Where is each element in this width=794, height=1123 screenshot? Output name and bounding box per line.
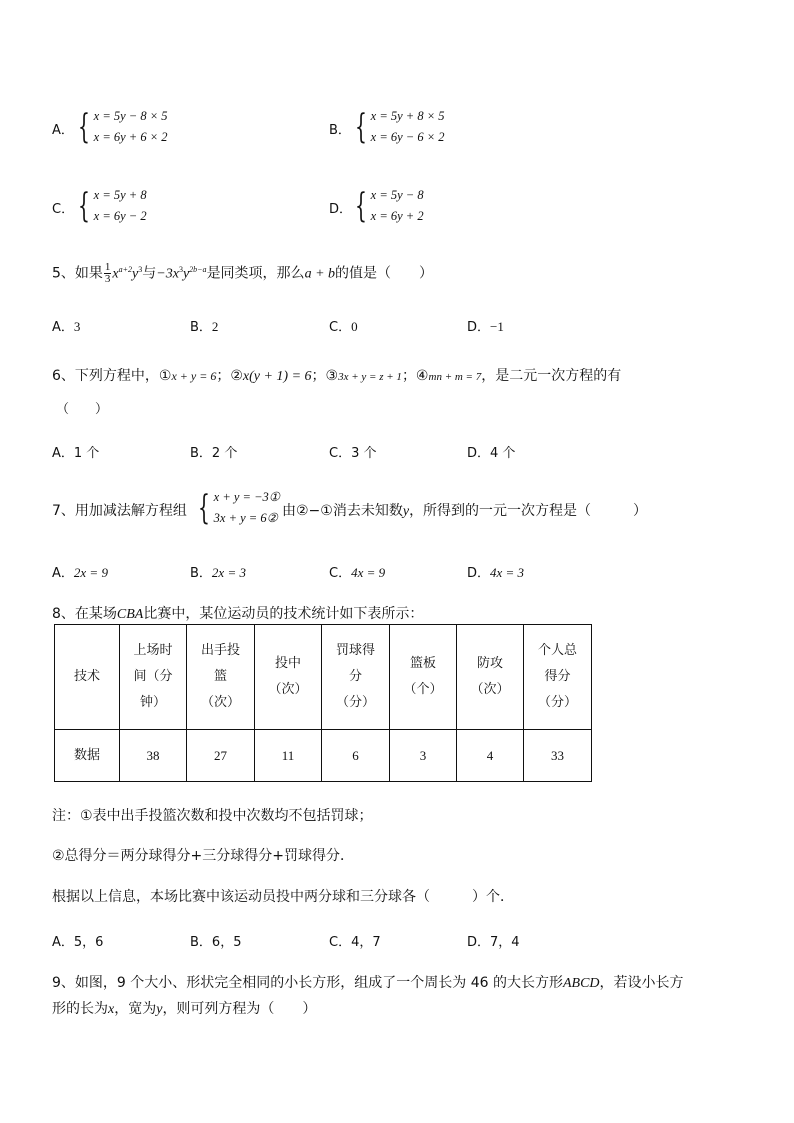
header-line: 得分 <box>544 669 571 684</box>
header-line: 防攻 <box>476 656 503 671</box>
q4-option-d-eq1: x = 5y − 8 <box>370 188 424 202</box>
header-line: （次） <box>268 682 308 697</box>
table-header-cell <box>322 625 390 730</box>
q8-option-b <box>190 931 241 950</box>
q4-option-b-eq1: x = 5y + 8 × 5 <box>370 109 445 123</box>
q7-eq2: 3x + y = 6② <box>213 511 278 525</box>
q7-option-a <box>52 562 108 581</box>
q4-option-c-eq2: x = 6y − 2 <box>93 209 147 223</box>
q4-option-b-label: B． <box>329 123 351 138</box>
table-row <box>55 730 592 782</box>
q8-option-c <box>329 931 381 950</box>
q9-line2-b: ，宽为 <box>114 1001 157 1017</box>
header-line: 间（分 <box>133 669 173 684</box>
q6-eq1: x + y = 6 <box>171 369 217 383</box>
q5-option-c <box>329 316 358 335</box>
header-line: 投中 <box>274 656 301 671</box>
table-header-cell <box>524 625 592 730</box>
table-cell: 11 <box>255 730 322 782</box>
q4-option-c-label: C． <box>52 202 75 217</box>
q9-var-y: y <box>156 1002 163 1017</box>
option-value: 3 <box>73 319 81 334</box>
q6-answer-paren: （ ） <box>56 402 109 417</box>
q8-option-d <box>467 931 520 950</box>
q5-term2: −3x <box>156 266 179 282</box>
option-value: 0 <box>351 319 358 334</box>
q8-league: CBA <box>116 607 144 622</box>
table-cell: 33 <box>524 730 592 782</box>
q7-var: y <box>402 504 410 519</box>
q7-option-c <box>329 562 385 581</box>
q6-sep2: ；③ <box>311 368 339 384</box>
table-cell: 数据 <box>55 730 120 782</box>
q7-suffix <box>282 500 647 520</box>
q5-term1-base2: y <box>132 266 139 282</box>
q6-sep3: ；④ <box>401 368 429 384</box>
option-value: 5，6 <box>73 935 104 950</box>
q4-option-c-eq1: x = 5y + 8 <box>93 188 147 202</box>
q7-suffix-text: 由②−①消去未知数 <box>282 503 403 519</box>
q5-frac-num: 1 <box>104 261 111 273</box>
q5-prefix: 5、如果 <box>52 265 103 282</box>
q6-prefix: 6、下列方程中，① <box>52 368 172 384</box>
q6-option-b <box>190 442 237 461</box>
q8-stem <box>52 603 423 623</box>
option-label: A． <box>52 320 74 335</box>
option-label: C． <box>329 320 352 335</box>
q4-option-c-system <box>78 185 147 227</box>
q5-term2-sup: 3 <box>178 264 183 274</box>
table-header-cell <box>120 625 187 730</box>
option-value: 4x = 9 <box>351 565 386 580</box>
header-line: 钟） <box>139 695 166 710</box>
table-header-cell <box>187 625 255 730</box>
q4-option-b-eq2: x = 6y − 6 × 2 <box>370 130 445 144</box>
q6-option-c <box>329 442 376 461</box>
brace-icon: { <box>78 107 90 147</box>
option-value: 2x = 9 <box>73 565 108 580</box>
option-label: C． <box>329 566 352 581</box>
q6-option-d <box>467 442 515 461</box>
q5-suffix: 是同类项，那么 <box>206 265 305 282</box>
q5-suffix2: 的值是（ ） <box>335 265 434 282</box>
q4-option-a-label: A． <box>52 123 74 138</box>
header-line: 分 <box>348 669 362 684</box>
option-label: B． <box>190 566 212 581</box>
q9-line2-c: ，则可列方程为（ ） <box>162 1001 317 1017</box>
q6-eq2: x(y + 1) = 6 <box>242 369 312 384</box>
q8-suffix: 比赛中，某位运动员的技术统计如下表所示： <box>143 606 424 622</box>
q8-prefix: 8、在某场 <box>52 606 117 622</box>
option-value: 7，4 <box>490 935 520 950</box>
q9-line2-a: 形的长为 <box>52 1001 108 1017</box>
option-label: B． <box>190 935 212 950</box>
q4-option-a-system <box>78 106 168 148</box>
option-label: C． <box>329 446 352 461</box>
q4-option-d-system <box>355 185 424 227</box>
option-value: 4x = 3 <box>490 565 525 580</box>
q6-option-a <box>52 442 99 461</box>
header-line: 篮板 <box>409 656 436 671</box>
q7-prefix: 7、用加减法解方程组 <box>52 503 187 519</box>
header-line: （次） <box>200 695 240 710</box>
q9-line1-b: ，若设小长方 <box>599 975 684 991</box>
q6-suffix: ，是二元一次方程的有 <box>481 368 622 384</box>
option-label: D． <box>467 446 491 461</box>
q5-term2-base2: y <box>182 266 190 282</box>
table-cell: 6 <box>322 730 390 782</box>
header-line: 个人总 <box>537 643 577 658</box>
q4-option-d-eq2: x = 6y + 2 <box>370 209 424 223</box>
brace-icon: { <box>355 107 367 147</box>
header-line: （分） <box>537 695 577 710</box>
q9-line1 <box>52 972 684 992</box>
q9-line1-a: 9、如图，9 个大小、形状完全相同的小长方形，组成了一个周长为 46 的大长方形 <box>52 975 563 991</box>
q4-option-d-label: D． <box>329 202 353 217</box>
brace-icon: { <box>198 488 210 528</box>
q6-stem <box>52 365 621 385</box>
q6-sep1: ；② <box>216 368 243 384</box>
q5-expr: a + b <box>304 266 336 282</box>
q6-eq4: mn + m = 7 <box>428 371 482 383</box>
option-value: 6，5 <box>211 935 242 950</box>
header-line: 上场时 <box>133 643 173 658</box>
q7-system <box>198 487 280 529</box>
option-label: D． <box>467 935 491 950</box>
header-line: 篮 <box>213 669 227 684</box>
brace-icon: { <box>78 186 90 226</box>
q5-mid: 与 <box>142 265 157 282</box>
q5-frac-den: 3 <box>104 273 111 285</box>
option-label: D． <box>467 566 491 581</box>
q5-option-a <box>52 316 80 335</box>
option-label: D． <box>467 320 491 335</box>
q5-term2-sup2: 2b−a <box>189 264 207 274</box>
q4-option-a-eq1: x = 5y − 8 × 5 <box>93 109 168 123</box>
table-header-cell <box>255 625 322 730</box>
table-header-cell <box>55 625 120 730</box>
q6-eq3: 3x + y = z + 1 <box>338 371 402 383</box>
table-header-row <box>55 625 592 730</box>
option-value: −1 <box>490 319 504 334</box>
option-value: 2x = 3 <box>211 565 246 580</box>
q8-option-a <box>52 931 103 950</box>
option-label: A． <box>52 566 74 581</box>
table-header-cell <box>457 625 524 730</box>
q5-option-b <box>190 316 218 335</box>
q4-option-b-system <box>355 106 445 148</box>
option-value: 1 个 <box>73 446 100 461</box>
header-line: 技术 <box>73 669 100 684</box>
option-value: 3 个 <box>351 446 377 461</box>
option-label: B． <box>190 446 212 461</box>
option-value: 2 个 <box>211 446 238 461</box>
stats-table <box>54 624 592 782</box>
q5-term1-sup2: 3 <box>138 264 143 274</box>
table-cell: 4 <box>457 730 524 782</box>
option-label: A． <box>52 935 74 950</box>
q9-line2 <box>52 998 316 1018</box>
table-cell: 3 <box>390 730 457 782</box>
q9-var-x: x <box>108 1002 115 1017</box>
option-value: 4，7 <box>351 935 381 950</box>
table-header-cell <box>390 625 457 730</box>
q5-stem <box>52 262 433 285</box>
option-label: B． <box>190 320 212 335</box>
header-line: （分） <box>335 695 375 710</box>
header-line: 罚球得 <box>335 643 375 658</box>
q9-rect: ABCD <box>562 976 600 991</box>
q7-option-d <box>467 562 524 581</box>
table-cell: 38 <box>120 730 187 782</box>
q8-note1: 注：①表中出手投篮次数和投中次数均不包括罚球； <box>52 808 373 824</box>
header-line: （个） <box>403 682 443 697</box>
q8-question: 根据以上信息，本场比赛中该运动员投中两分球和三分球各（ ）个． <box>52 889 514 905</box>
q7-option-b <box>190 562 246 581</box>
brace-icon: { <box>355 186 367 226</box>
q5-fraction <box>104 262 112 285</box>
q8-note2: ②总得分＝两分球得分+三分球得分+罚球得分． <box>52 848 355 864</box>
q4-option-a-eq2: x = 6y + 6 × 2 <box>93 130 168 144</box>
header-line: 出手投 <box>200 643 240 658</box>
q7-eq1: x + y = −3① <box>213 490 280 504</box>
option-label: A． <box>52 446 74 461</box>
q7-suffix2: ，所得到的一元一次方程是（ ） <box>409 503 648 519</box>
q5-term1-base: x <box>112 266 119 282</box>
option-value: 4 个 <box>490 446 516 461</box>
table-cell: 27 <box>187 730 255 782</box>
q5-option-d <box>467 316 504 335</box>
option-value: 2 <box>211 319 219 334</box>
header-line: （次） <box>470 682 510 697</box>
q5-term1-sup: a+2 <box>118 264 133 274</box>
option-label: C． <box>329 935 352 950</box>
